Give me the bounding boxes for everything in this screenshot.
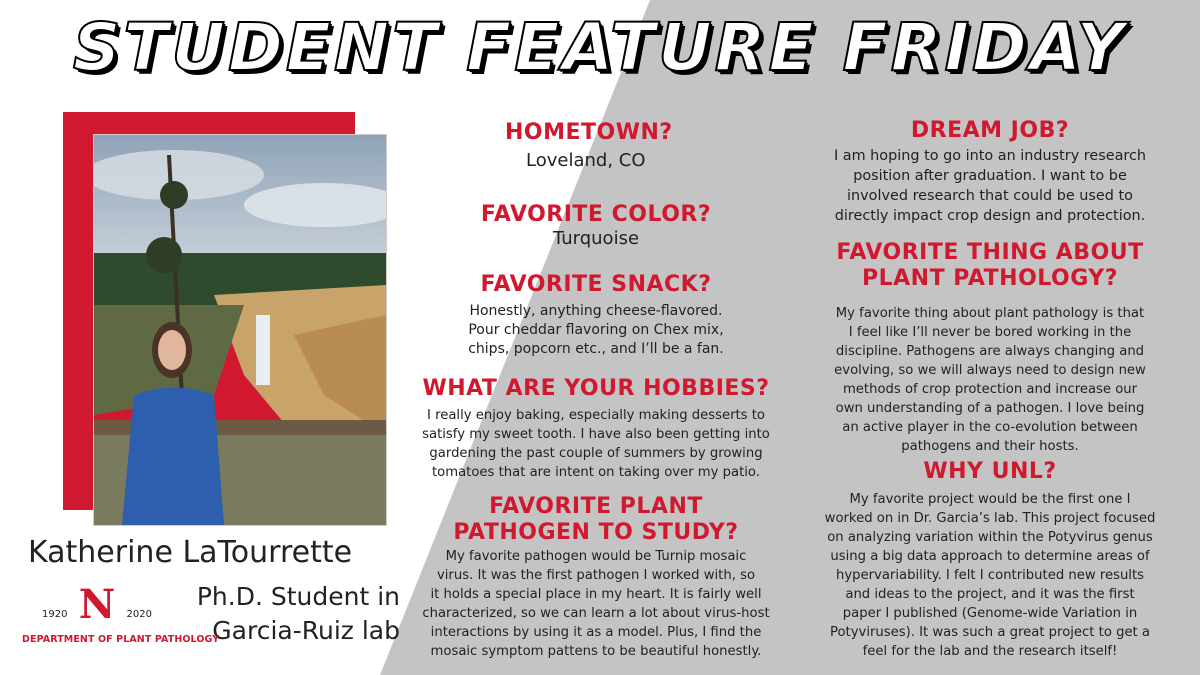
favorite-pathogen-answer xyxy=(405,547,787,661)
job-line: directly impact crop design and protection. xyxy=(834,208,1146,224)
unl-line: My favorite project would be the first one I xyxy=(849,492,1131,507)
hobbies-line: tomatoes that are intent on taking over my patio. xyxy=(432,465,760,480)
hobbies-line: gardening the past couple of summers by growing xyxy=(429,446,763,461)
pathogen-heading-line: PATHOGEN TO STUDY? xyxy=(453,520,739,545)
thing-line: own understanding of a pathogen. I love being xyxy=(835,401,1145,416)
hobbies-line: satisfy my sweet tooth. I have also been getting into xyxy=(422,427,770,442)
favorite-color-heading: FAVORITE COLOR? xyxy=(480,202,712,227)
pathogen-line: mosaic symptom pattens to be beautiful honestly. xyxy=(430,644,762,659)
thing-line: pathogens and their hosts. xyxy=(901,439,1079,454)
unl-line: using a big data approach to determine areas of xyxy=(830,549,1150,564)
pathogen-line: virus. It was the first pathogen I worked with, so xyxy=(436,568,756,583)
nebraska-n-logo: N xyxy=(78,581,116,628)
job-line: position after graduation. I want to be xyxy=(853,168,1127,184)
dream-job-answer xyxy=(795,146,1185,226)
thing-line: methods of crop protection and increase our xyxy=(842,382,1138,397)
hometown-heading: HOMETOWN? xyxy=(505,120,673,145)
thing-heading-line: PLANT PATHOLOGY? xyxy=(862,266,1118,291)
page-title: STUDENT FEATURE FRIDAY xyxy=(72,9,1128,86)
pathogen-line: characterized, so we can learn a lot about virus-host xyxy=(422,606,770,621)
snack-line: Honestly, anything cheese-flavored. xyxy=(469,303,723,319)
logo-year-end: 2020 xyxy=(126,609,152,620)
job-line: involved research that could be used to xyxy=(847,188,1133,204)
dream-job-heading: DREAM JOB? xyxy=(910,118,1070,143)
thing-heading-line: FAVORITE THING ABOUT xyxy=(836,240,1144,265)
favorite-thing-answer xyxy=(795,304,1185,456)
student-photo xyxy=(93,134,387,526)
department-logo xyxy=(22,581,220,660)
thing-line: My favorite thing about plant pathology is that xyxy=(835,306,1145,321)
snack-line: Pour cheddar flavoring on Chex mix, xyxy=(468,322,724,338)
favorite-snack-answer xyxy=(410,302,782,359)
thing-line: discipline. Pathogens are always changing and xyxy=(835,344,1145,359)
favorite-pathogen-heading xyxy=(405,494,787,546)
hobbies-line: I really enjoy baking, especially making desserts to xyxy=(427,408,765,423)
why-unl-answer xyxy=(795,490,1185,661)
favorite-snack-heading: FAVORITE SNACK? xyxy=(480,272,712,297)
role-line-2: Garcia-Ruiz lab xyxy=(212,616,400,645)
favorite-color-answer: Turquoise xyxy=(552,228,640,249)
pathogen-line: interactions by using it as a model. Plus, I find the xyxy=(430,625,762,640)
thing-line: an active player in the co-evolution between xyxy=(842,420,1138,435)
unl-line: worked on in Dr. Garcia’s lab. This project focused xyxy=(824,511,1156,526)
thing-line: I feel like I’ll never be bored working in the xyxy=(848,325,1132,340)
snack-line: chips, popcorn etc., and I’ll be a fan. xyxy=(468,341,724,357)
hobbies-answer xyxy=(405,406,787,482)
unl-line: and ideas to the project, and it was the first xyxy=(845,587,1135,602)
why-unl-heading: WHY UNL? xyxy=(923,459,1057,484)
role-line-1: Ph.D. Student in xyxy=(196,582,400,611)
student-name: Katherine LaTourrette xyxy=(28,535,353,570)
pathogen-line: My favorite pathogen would be Turnip mosaic xyxy=(445,549,747,564)
hobbies-heading: WHAT ARE YOUR HOBBIES? xyxy=(422,376,770,401)
unl-line: feel for the lab and the research itself! xyxy=(862,644,1118,659)
unl-line: on analyzing variation within the Potyvirus genus xyxy=(827,530,1153,545)
job-line: I am hoping to go into an industry research xyxy=(833,148,1147,164)
logo-department: DEPARTMENT OF PLANT PATHOLOGY xyxy=(22,634,220,645)
logo-year-start: 1920 xyxy=(42,609,68,620)
thing-line: evolving, so we will always need to design new xyxy=(834,363,1146,378)
unl-line: paper I published (Genome-wide Variation in xyxy=(842,606,1138,621)
unl-line: hypervariability. I felt I contributed new results xyxy=(835,568,1145,583)
pathogen-line: it holds a special place in my heart. It is fairly well xyxy=(430,587,762,602)
hometown-answer: Loveland, CO xyxy=(526,150,646,171)
pathogen-heading-line: FAVORITE PLANT xyxy=(489,494,703,519)
favorite-thing-heading xyxy=(795,240,1185,292)
unl-line: Potyviruses). It was such a great project to get a xyxy=(829,625,1151,640)
